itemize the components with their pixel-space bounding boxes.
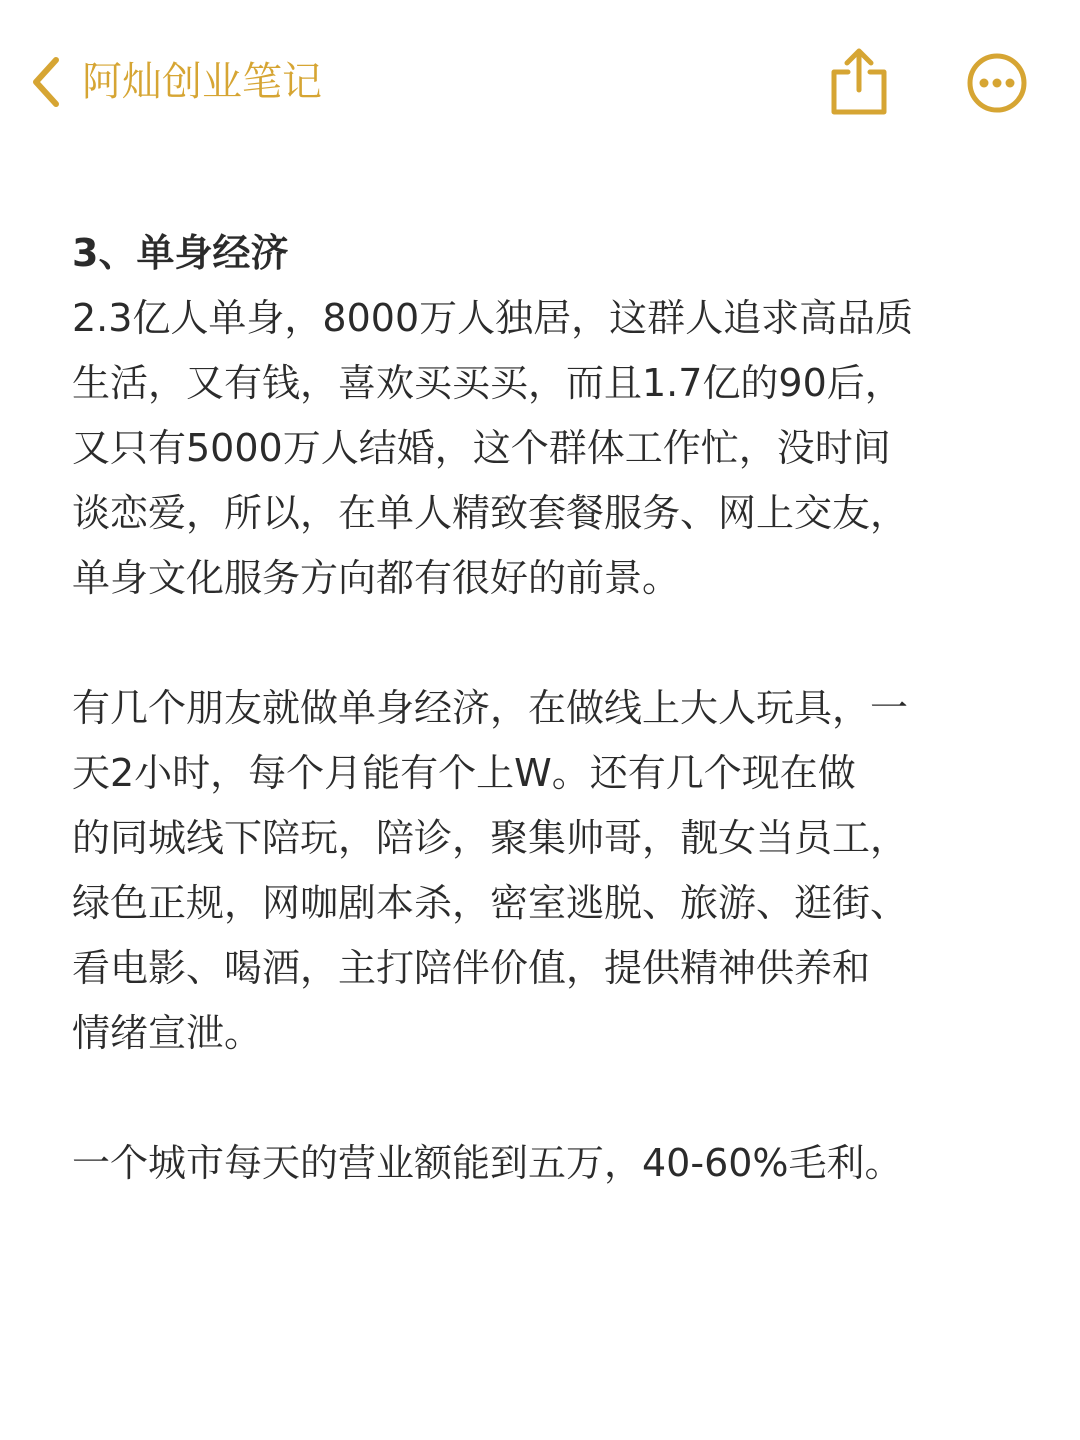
text-line: 谈恋爱，所以，在单人精致套餐服务、网上交友， [72,491,909,535]
chevron-left-icon [28,54,62,110]
text-line: 单身文化服务方向都有很好的前景。 [72,556,681,600]
text-line: 又只有5000万人结婚，这个群体工作忙，没时间 [72,426,891,470]
note-body [72,220,1012,1196]
note-paragraph [72,286,1012,611]
note-paragraph [72,676,1012,1066]
paragraph-spacer [72,611,1012,676]
back-button-label: 阿灿创业笔记 [82,59,322,105]
text-line: 绿色正规，网咖剧本杀，密室逃脱、旅游、逛街、 [72,881,909,925]
text-line: 生活，又有钱，喜欢买买买，而且1.7亿的90后， [72,361,903,405]
note-heading: 3、单身经济 [72,231,289,275]
paragraph-spacer [72,1066,1012,1131]
more-icon[interactable] [966,52,1028,114]
share-icon[interactable] [828,46,890,116]
text-line: 天2小时，每个月能有个上W。还有几个现在做 [72,751,856,795]
top-navigation-bar [0,0,1080,170]
text-line: 情绪宣泄。 [72,1011,263,1055]
note-paragraph [72,1131,1012,1196]
text-line: 2.3亿人单身，8000万人独居，这群人追求高品质 [72,296,914,340]
text-line: 的同城线下陪玩，陪诊，聚集帅哥，靓女当员工， [72,816,909,860]
back-button[interactable] [28,50,322,114]
text-line: 有几个朋友就做单身经济，在做线上大人玩具，一 [72,686,909,730]
text-line: 一个城市每天的营业额能到五万，40-60%毛利。 [72,1141,903,1185]
text-line: 看电影、喝酒，主打陪伴价值，提供精神供养和 [72,946,871,990]
